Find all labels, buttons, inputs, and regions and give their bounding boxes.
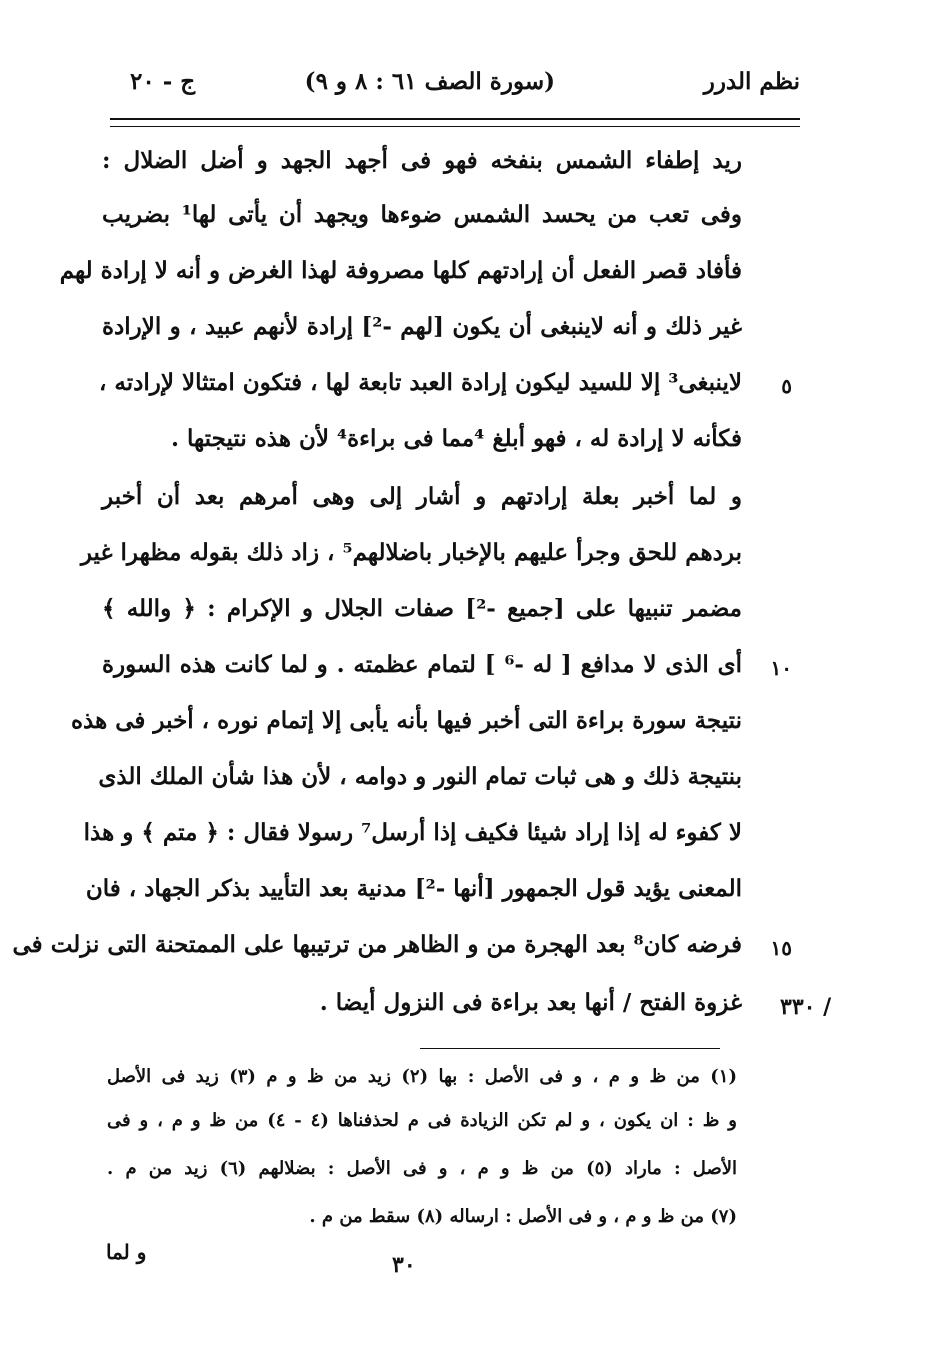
- part-number: ج - ٢٠: [130, 68, 196, 95]
- body-line: نتيجة سورة براءة التى أخبر فيها بأنه يأبى إلا إتمام نوره ، أخبر فى هذه: [71, 707, 742, 734]
- margin-folio-note: / ٣٣٠: [780, 994, 832, 1020]
- line-number: ٥: [781, 374, 792, 398]
- line-number: ١٥: [770, 936, 792, 960]
- footnote-line: (١) من ظ و م ، و فى الأصل : بها (٢) زيد من ظ و م (٣) زيد فى الأصل: [107, 1066, 737, 1087]
- body-line: فرضه كان⁸ بعد الهجرة من و الظاهر من ترتيبها على الممتحنة التى نزلت فى: [12, 931, 742, 958]
- body-line: أى الذى لا مدافع [ له -⁶ ] لتمام عظمته . و لما كانت هذه السورة: [102, 651, 743, 678]
- body-line: ريد إطفاء الشمس بنفخه فهو فى أجهد الجهد و أضل الضلال :: [102, 147, 743, 174]
- footnote-line: الأصل : ماراد (٥) من ظ و م ، و فى الأصل : بضلالهم (٦) زيد من م .: [107, 1158, 737, 1179]
- header-rule-thick: [110, 118, 800, 120]
- body-line: و لما أخبر بعلة إرادتهم و أشار إلى وهى أمرهم بعد أن أخبر: [102, 483, 742, 510]
- footnote-line: و ظ : ان يكون ، و لم تكن الزيادة فى م لحذفناها (٤ - ٤) من ظ و م ، و فى: [107, 1110, 737, 1131]
- footnote-rule: [420, 1048, 720, 1049]
- page-number: ٣٠: [392, 1252, 416, 1278]
- line-number: ١٠: [770, 656, 792, 680]
- body-line: غير ذلك و أنه لاينبغى أن يكون [لهم -²] إرادة لأنهم عبيد ، و الإرادة: [102, 313, 742, 340]
- body-line: بنتيجة ذلك و هى ثبات تمام النور و دوامه ، لأن هذا شأن الملك الذى: [98, 763, 742, 790]
- body-line: بردهم للحق وجرأ عليهم بالإخبار باضلالهم⁵ ، زاد ذلك بقوله مظهرا غير: [80, 539, 742, 566]
- body-line: لا كفوء له إذا إراد شيئا فكيف إذا أرسل⁷ رسولا فقال : ﴿ متم ﴾ و هذا: [83, 819, 742, 846]
- body-line: غزوة الفتح / أنها بعد براءة فى النزول أيضا .: [319, 989, 742, 1016]
- header-rule-thin: [110, 126, 800, 127]
- body-line: فأفاد قصر الفعل أن إرادتهم كلها مصروفة لهذا الغرض و أنه لا إرادة لهم: [59, 257, 742, 284]
- book-title: نظم الدرر: [703, 68, 800, 95]
- page-header: [110, 68, 800, 108]
- catchword: و لما: [106, 1240, 147, 1264]
- body-line: مضمر تنبيها على [جميع -²] صفات الجلال و الإكرام : ﴿ والله ﴾: [102, 595, 742, 622]
- body-line: المعنى يؤيد قول الجمهور [أنها -²] مدنية بعد التأييد بذكر الجهاد ، فان: [85, 875, 742, 902]
- body-line: وفى تعب من يحسد الشمس ضوءها ويجهد أن يأتى لها¹ بضريب: [102, 201, 742, 228]
- body-line: لاينبغى³ إلا للسيد ليكون إرادة العبد تابعة لها ، فتكون امتثالا لإرادته ،: [98, 369, 742, 396]
- footnote-line: (٧) من ظ و م ، و فى الأصل : ارساله (٨) سقط من م .: [309, 1206, 737, 1227]
- body-line: فكأنه لا إرادة له ، فهو أبلغ ⁴مما فى براءة⁴ لأن هذه نتيجتها .: [171, 425, 742, 452]
- surah-reference: (سورة الصف ٦١ : ٨ و ٩): [304, 68, 555, 95]
